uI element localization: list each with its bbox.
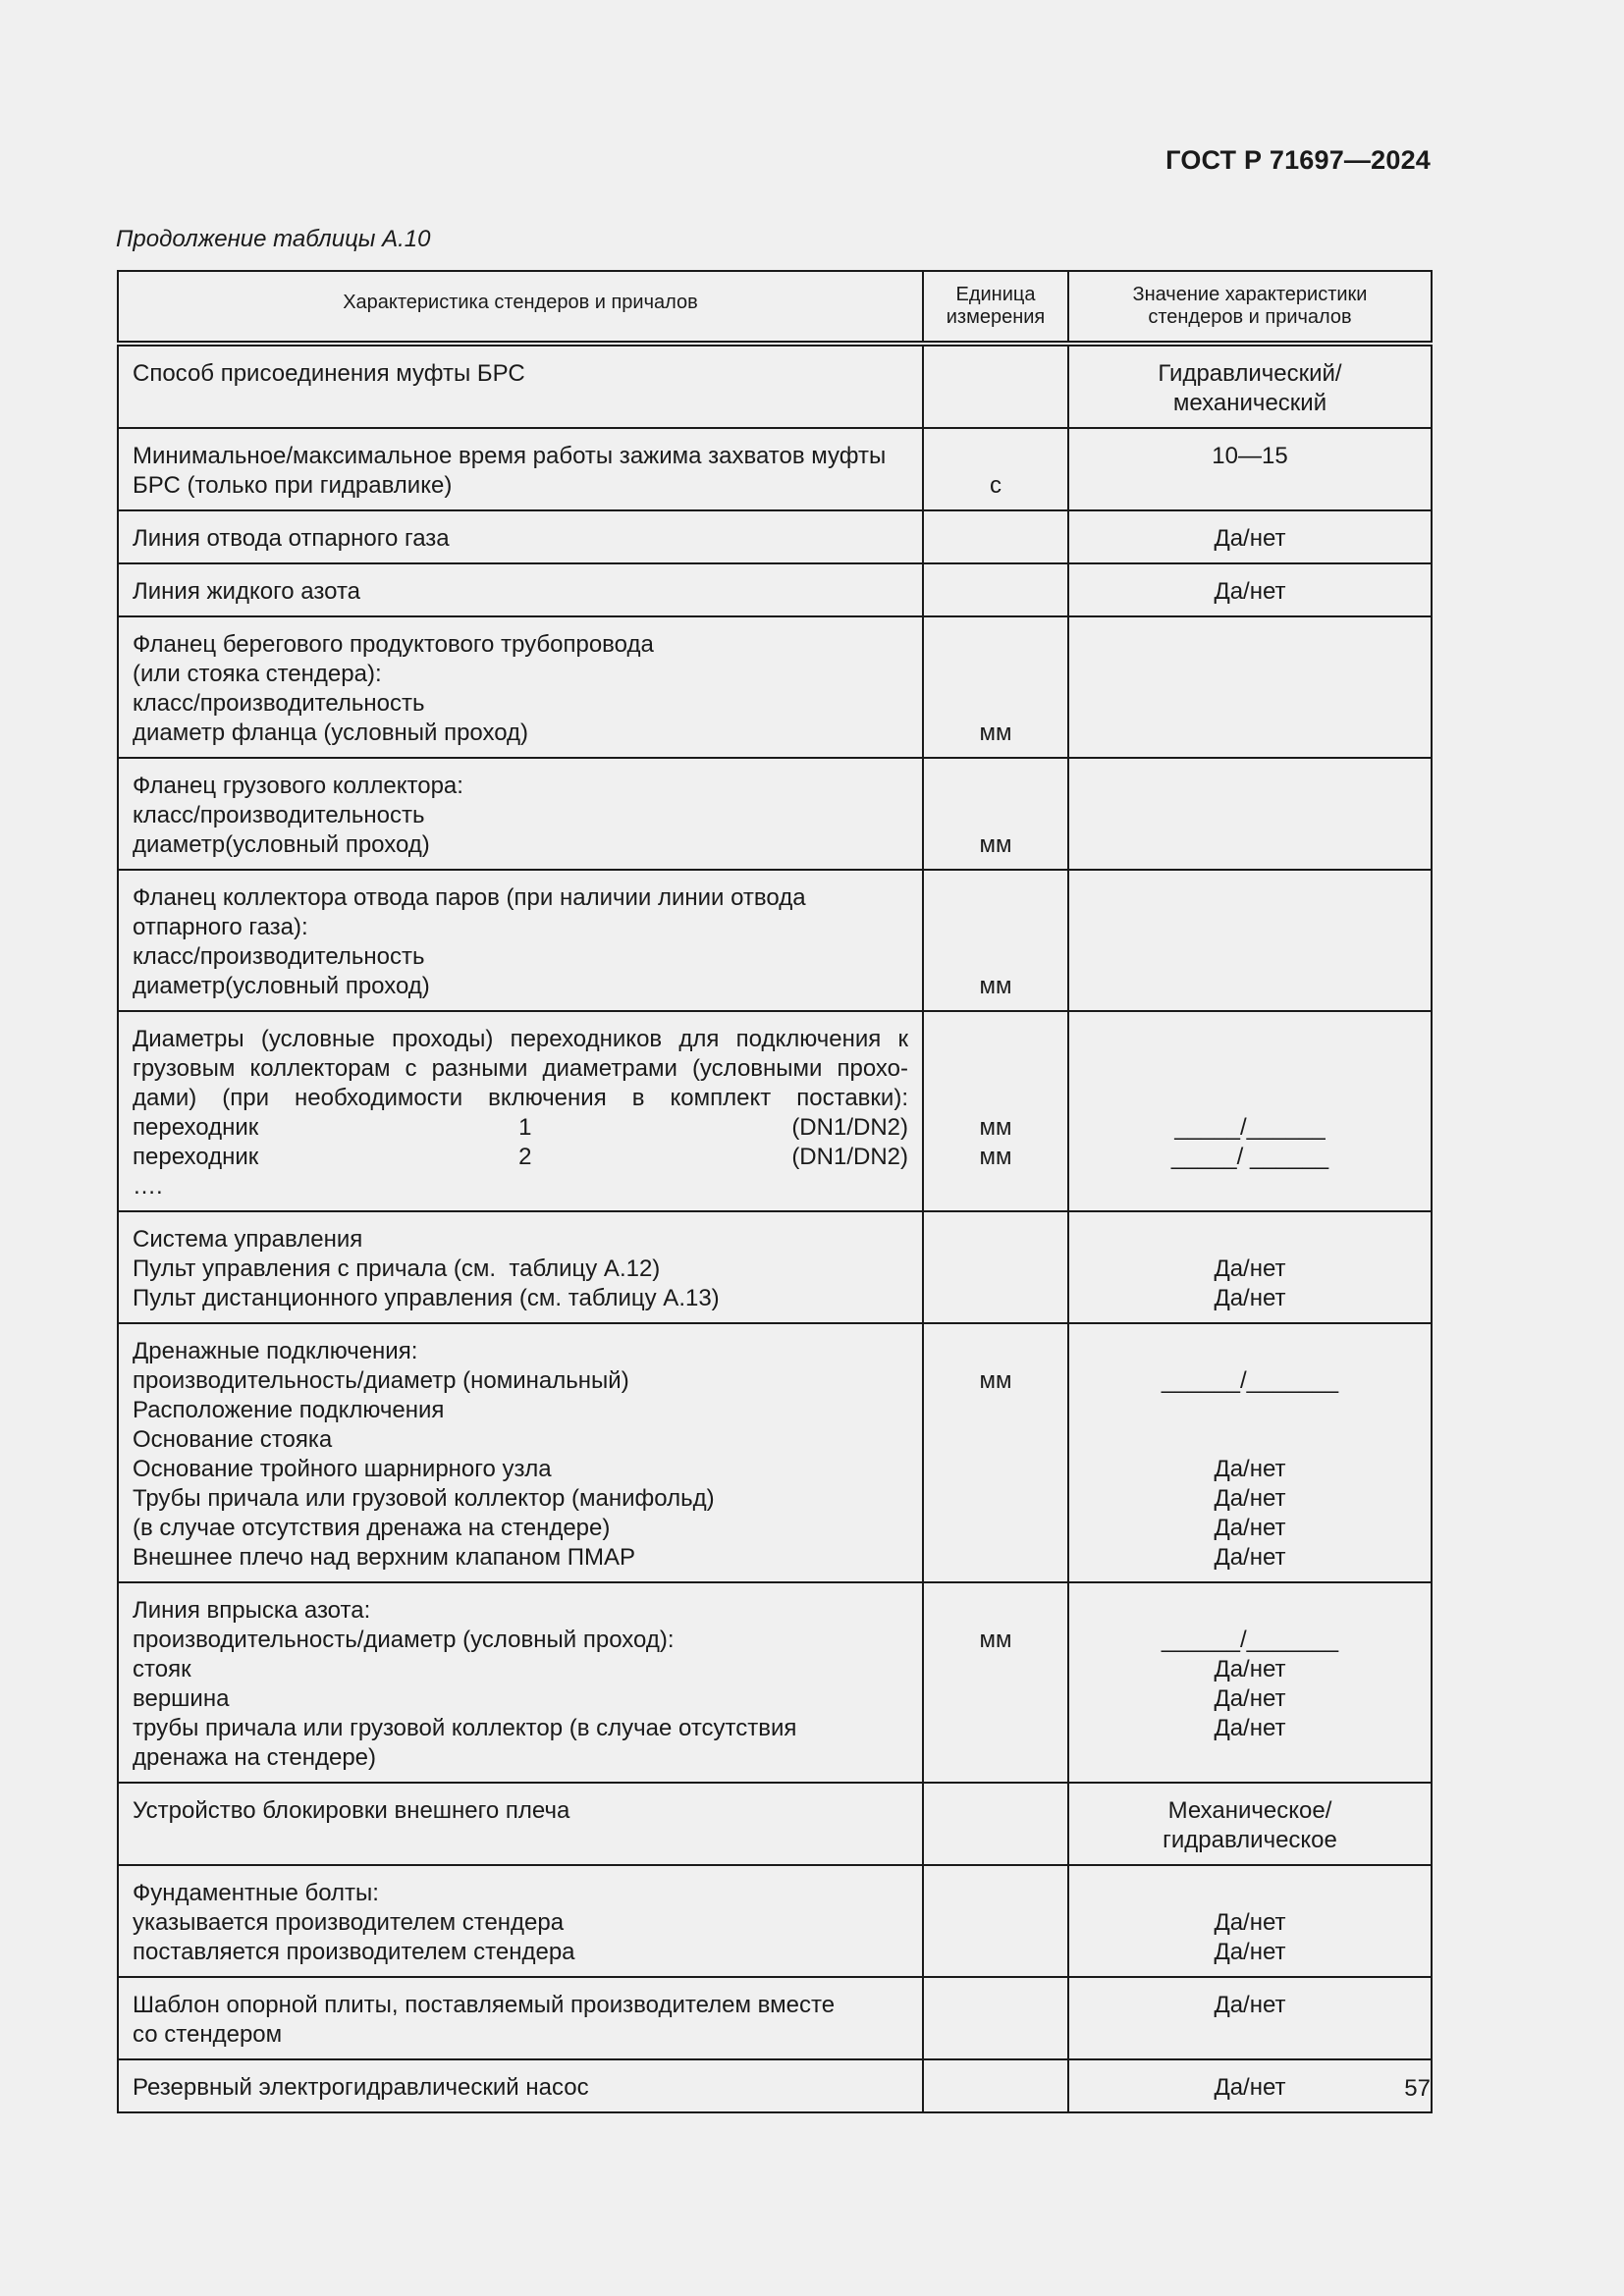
value-line — [1083, 1084, 1417, 1113]
unit-line — [938, 1054, 1054, 1084]
unit-line — [938, 1025, 1054, 1054]
characteristics-table — [117, 270, 1433, 2113]
characteristic-line: Линия отвода отпарного газа — [133, 525, 450, 552]
value-cell — [1068, 1582, 1432, 1783]
table-row — [118, 1865, 1432, 1977]
value-line: 10—15 — [1212, 443, 1288, 469]
unit-cell — [923, 1211, 1068, 1323]
characteristic-line: переходник 2 (DN1/DN2) — [133, 1144, 908, 1170]
characteristic-line: отпарного газа): — [133, 914, 308, 940]
unit-line — [938, 913, 1054, 942]
value-line — [1083, 1425, 1417, 1455]
characteristic-cell — [118, 1783, 923, 1865]
unit-line — [938, 883, 1054, 913]
value-line: Да/нет — [1214, 1544, 1286, 1571]
characteristic-line: БРС (только при гидравлике) — [133, 472, 453, 499]
characteristic-line: Фланец грузового коллектора: — [133, 773, 463, 799]
characteristic-line: Шаблон опорной плиты, поставляемый производителем вместе — [133, 1992, 836, 2018]
value-line: Механическое/ — [1167, 1797, 1332, 1824]
characteristic-line: Система управления — [133, 1226, 363, 1253]
unit-cell — [923, 1582, 1068, 1783]
value-line — [1083, 1054, 1417, 1084]
unit-line — [938, 1337, 1054, 1366]
value-cell — [1068, 616, 1432, 758]
unit-line: с — [990, 472, 1001, 499]
characteristic-cell — [118, 2059, 923, 2112]
unit-line — [938, 801, 1054, 830]
characteristic-line: Трубы причала или грузовой коллектор (манифольд) — [133, 1485, 715, 1512]
characteristic-line: (в случае отсутствия дренажа на стендере) — [133, 1515, 611, 1541]
characteristic-line: Пульт дистанционного управления (см. таблицу А.13) — [133, 1285, 720, 1311]
unit-line — [938, 1172, 1054, 1201]
unit-line — [938, 772, 1054, 801]
unit-cell — [923, 758, 1068, 870]
characteristic-line: производительность/диаметр (условный проход): — [133, 1627, 675, 1653]
characteristic-line: Фланец берегового продуктового трубопровода — [133, 631, 654, 658]
value-cell — [1068, 1323, 1432, 1582]
unit-line — [938, 689, 1054, 719]
unit-line — [938, 660, 1054, 689]
value-line: ______/_______ — [1161, 1627, 1339, 1653]
value-line: Да/нет — [1214, 1939, 1286, 1965]
unit-line — [938, 442, 1054, 471]
table-row — [118, 758, 1432, 870]
characteristic-line: класс/производительность — [133, 690, 425, 717]
value-cell — [1068, 510, 1432, 563]
value-line: Да/нет — [1214, 1285, 1286, 1311]
unit-cell — [923, 870, 1068, 1011]
characteristic-line: …. — [133, 1173, 163, 1200]
characteristic-line: (или стояка стендера): — [133, 661, 382, 687]
characteristic-line: дренажа на стендере) — [133, 1744, 377, 1771]
document-standard-number: ГОСТ Р 71697—2024 — [1165, 145, 1431, 175]
characteristic-cell — [118, 344, 923, 428]
characteristic-line: диаметр(условный проход) — [133, 973, 430, 999]
value-line: Да/нет — [1214, 2074, 1286, 2101]
characteristic-line: диаметр фланца (условный проход) — [133, 720, 529, 746]
value-cell — [1068, 1783, 1432, 1865]
characteristic-cell — [118, 563, 923, 616]
characteristic-line: переходник 1 (DN1/DN2) — [133, 1114, 908, 1141]
characteristic-cell — [118, 1977, 923, 2059]
value-line: механический — [1172, 390, 1327, 416]
characteristic-cell — [118, 1211, 923, 1323]
value-line — [1083, 1025, 1417, 1054]
value-line: Да/нет — [1214, 1515, 1286, 1541]
value-cell — [1068, 428, 1432, 510]
characteristic-line: Фундаментные болты: — [133, 1880, 379, 1906]
unit-cell — [923, 1783, 1068, 1865]
value-line: Да/нет — [1214, 525, 1286, 552]
value-line: ______/_______ — [1161, 1367, 1339, 1394]
characteristic-line: вершина — [133, 1685, 230, 1712]
table-caption: Продолжение таблицы А.10 — [116, 226, 431, 252]
unit-line: мм — [979, 1367, 1012, 1394]
value-line: Да/нет — [1214, 578, 1286, 605]
unit-line: мм — [979, 831, 1012, 858]
column-header-unit: Единица измерения — [923, 271, 1068, 344]
characteristic-line: дами) (при необходимости включения в комплект поставки): — [133, 1085, 908, 1111]
value-line: Да/нет — [1214, 1685, 1286, 1712]
unit-cell — [923, 616, 1068, 758]
table-row — [118, 428, 1432, 510]
characteristic-cell — [118, 758, 923, 870]
characteristic-line: Основание стояка — [133, 1426, 333, 1453]
unit-cell — [923, 563, 1068, 616]
table-row — [118, 1783, 1432, 1865]
unit-line: мм — [979, 1114, 1012, 1141]
value-cell — [1068, 1211, 1432, 1323]
characteristic-cell — [118, 1323, 923, 1582]
value-line: Да/нет — [1214, 1992, 1286, 2018]
characteristic-cell — [118, 1865, 923, 1977]
unit-cell — [923, 1011, 1068, 1211]
characteristic-cell — [118, 1582, 923, 1783]
table-row — [118, 1323, 1432, 1582]
value-line — [1083, 1337, 1417, 1366]
table-row — [118, 1582, 1432, 1783]
unit-line — [938, 1596, 1054, 1626]
characteristic-line: класс/производительность — [133, 802, 425, 828]
characteristic-cell — [118, 428, 923, 510]
characteristic-line: поставляется производителем стендера — [133, 1939, 575, 1965]
characteristic-line: Резервный электрогидравлический насос — [133, 2074, 589, 2101]
value-line: гидравлическое — [1163, 1827, 1337, 1853]
table-row — [118, 2059, 1432, 2112]
unit-cell — [923, 428, 1068, 510]
table-body — [118, 344, 1432, 2112]
value-cell — [1068, 1011, 1432, 1211]
unit-cell — [923, 1977, 1068, 2059]
characteristic-line: Способ присоединения муфты БРС — [133, 360, 525, 387]
value-line: _____/ ______ — [1170, 1144, 1329, 1170]
value-line: Да/нет — [1214, 1715, 1286, 1741]
column-header-value: Значение характеристики стендеров и причалов — [1068, 271, 1432, 344]
characteristic-line: Фланец коллектора отвода паров (при наличии линии отвода — [133, 884, 806, 911]
value-line: Да/нет — [1214, 1485, 1286, 1512]
characteristic-line: указывается производителем стендера — [133, 1909, 565, 1936]
value-line: Гидравлический/ — [1158, 360, 1342, 387]
value-line: Да/нет — [1214, 1255, 1286, 1282]
column-header-characteristic: Характеристика стендеров и причалов — [118, 271, 923, 344]
characteristic-line: Основание тройного шарнирного узла — [133, 1456, 552, 1482]
table-row — [118, 563, 1432, 616]
table-row — [118, 616, 1432, 758]
value-line — [1083, 1596, 1417, 1626]
table-row — [118, 510, 1432, 563]
characteristic-cell — [118, 1011, 923, 1211]
value-cell — [1068, 344, 1432, 428]
table-row — [118, 1977, 1432, 2059]
characteristic-line: класс/производительность — [133, 943, 425, 970]
value-cell — [1068, 870, 1432, 1011]
characteristic-cell — [118, 616, 923, 758]
value-line: Да/нет — [1214, 1909, 1286, 1936]
table-row — [118, 1211, 1432, 1323]
characteristic-line: со стендером — [133, 2021, 283, 2048]
table-row — [118, 344, 1432, 428]
unit-line: мм — [979, 720, 1012, 746]
characteristic-line: Линия впрыска азота: — [133, 1597, 371, 1624]
unit-cell — [923, 344, 1068, 428]
characteristic-line: трубы причала или грузовой коллектор (в случае отсутствия — [133, 1715, 797, 1741]
unit-line: мм — [979, 1627, 1012, 1653]
value-line: Да/нет — [1214, 1656, 1286, 1682]
table-header-row — [118, 271, 1432, 344]
characteristic-line: Линия жидкого азота — [133, 578, 361, 605]
characteristic-cell — [118, 870, 923, 1011]
unit-cell — [923, 2059, 1068, 2112]
unit-cell — [923, 1865, 1068, 1977]
value-cell — [1068, 758, 1432, 870]
characteristic-line: Внешнее плечо над верхним клапаном ПМАР — [133, 1544, 636, 1571]
value-cell — [1068, 1865, 1432, 1977]
characteristic-line: Пульт управления с причала (см. таблицу А.12) — [133, 1255, 661, 1282]
unit-cell — [923, 510, 1068, 563]
value-line — [1083, 1879, 1417, 1908]
page-number: 57 — [1404, 2075, 1431, 2102]
characteristic-line: Устройство блокировки внешнего плеча — [133, 1797, 570, 1824]
value-line: _____/______ — [1174, 1114, 1326, 1141]
characteristic-line: Дренажные подключения: — [133, 1338, 418, 1364]
unit-line: мм — [979, 1144, 1012, 1170]
unit-line: мм — [979, 973, 1012, 999]
value-line — [1083, 1396, 1417, 1425]
value-cell — [1068, 1977, 1432, 2059]
value-line — [1083, 1225, 1417, 1255]
characteristic-cell — [118, 510, 923, 563]
unit-line — [938, 1084, 1054, 1113]
table-row — [118, 1011, 1432, 1211]
unit-line — [938, 942, 1054, 972]
value-cell — [1068, 563, 1432, 616]
characteristic-line: Расположение подключения — [133, 1397, 445, 1423]
characteristic-line: производительность/диаметр (номинальный) — [133, 1367, 629, 1394]
value-line: Да/нет — [1214, 1456, 1286, 1482]
characteristic-line: диаметр(условный проход) — [133, 831, 430, 858]
table-row — [118, 870, 1432, 1011]
value-line — [1083, 1172, 1417, 1201]
characteristic-line: грузовым коллекторам с разными диаметрами (условными прохо- — [133, 1055, 908, 1082]
characteristic-line: стояк — [133, 1656, 191, 1682]
characteristic-line: Диаметры (условные проходы) переходников для подключения к — [133, 1026, 908, 1052]
unit-line — [938, 630, 1054, 660]
characteristic-line: Минимальное/максимальное время работы зажима захватов муфты — [133, 443, 887, 469]
unit-cell — [923, 1323, 1068, 1582]
